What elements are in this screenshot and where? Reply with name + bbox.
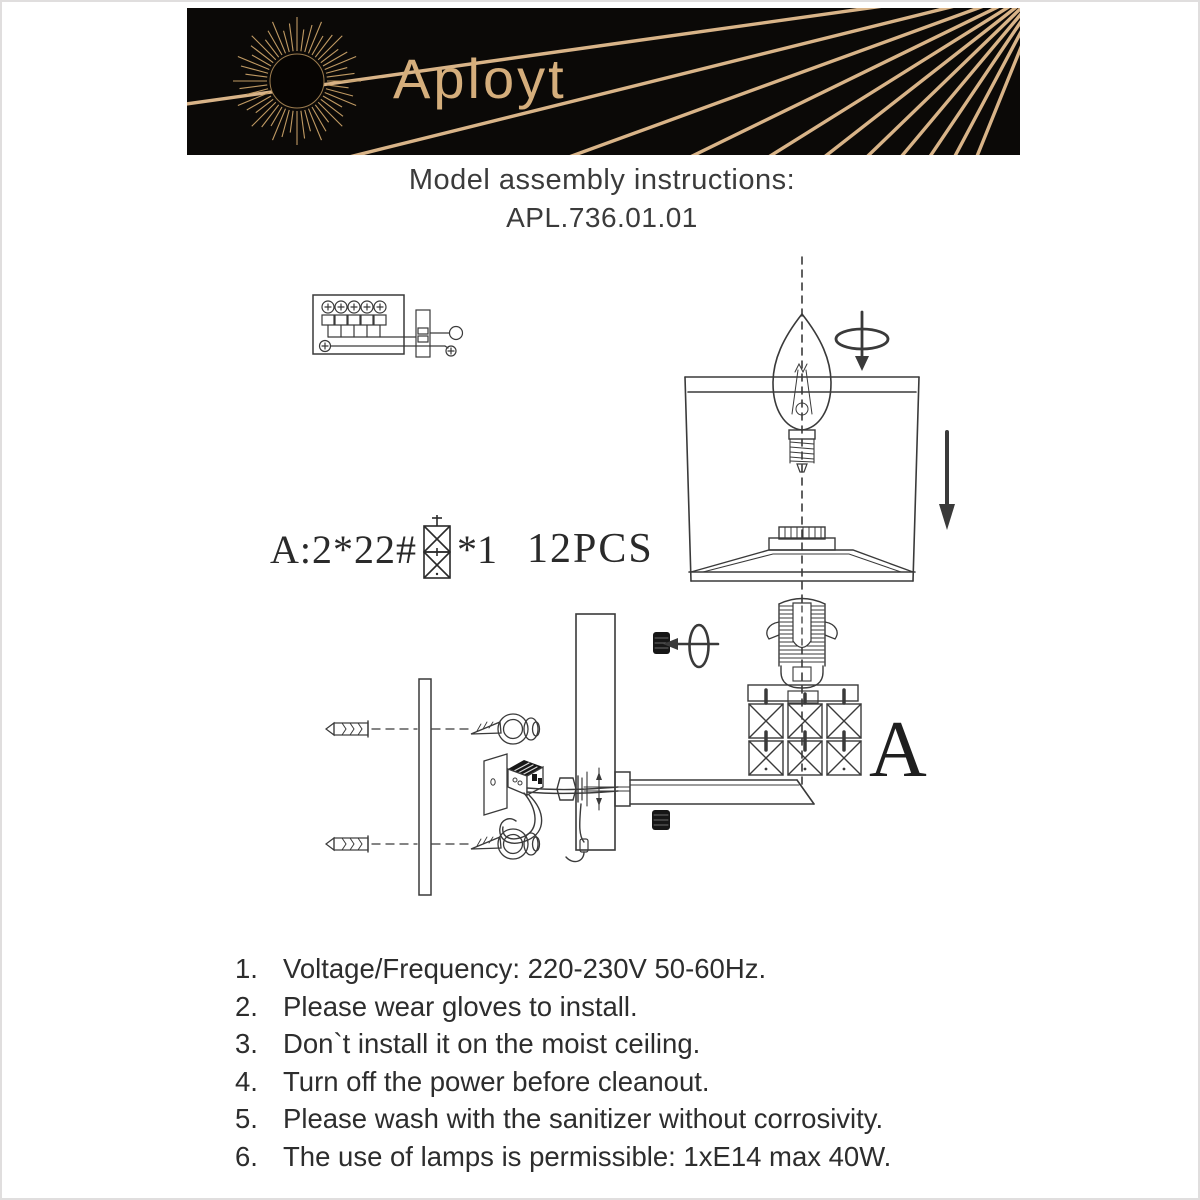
crystal-qty: *1 bbox=[457, 526, 497, 572]
item-number: 1. bbox=[235, 953, 258, 984]
item-number: 6. bbox=[235, 1140, 258, 1172]
item-number: 3. bbox=[235, 1028, 258, 1059]
slide-down-arrow-icon bbox=[939, 432, 955, 530]
instruction-item bbox=[235, 1025, 891, 1063]
crystal-block-assembly bbox=[748, 685, 861, 775]
item-number: 2. bbox=[235, 990, 258, 1022]
thumb-knob-icon bbox=[652, 810, 670, 830]
wall-anchor-icon bbox=[326, 721, 368, 737]
title-block bbox=[2, 164, 1200, 234]
parts-note bbox=[270, 514, 654, 584]
item-text: The use of lamps is permissible: 1xE14 max 40W. bbox=[283, 1140, 892, 1172]
assembly-step-label: A bbox=[869, 706, 927, 794]
brand-banner bbox=[187, 8, 1020, 155]
item-text: Voltage/Frequency: 220-230V 50-60Hz. bbox=[283, 953, 767, 984]
sunburst-logo-icon bbox=[232, 16, 362, 146]
wall-anchor-icon bbox=[326, 836, 368, 852]
model-number: APL.736.01.01 bbox=[506, 202, 698, 233]
mounting-screw-icon bbox=[471, 714, 540, 744]
wall-plate bbox=[419, 679, 431, 895]
item-number: 5. bbox=[235, 1103, 258, 1134]
item-text: Please wear gloves to install. bbox=[283, 990, 638, 1022]
rotate-bulb-arrow-icon bbox=[836, 312, 888, 371]
pieces-count: 12PCS bbox=[527, 526, 654, 572]
brand-name: Aployt bbox=[393, 47, 567, 110]
crystal-pendant-icon bbox=[421, 514, 453, 584]
instruction-item bbox=[235, 988, 891, 1026]
instruction-item bbox=[235, 1063, 891, 1101]
instruction-list bbox=[235, 950, 891, 1175]
instruction-item bbox=[235, 1100, 891, 1138]
rotate-knob-arrow-icon bbox=[663, 625, 718, 667]
item-text: Turn off the power before cleanout. bbox=[283, 1065, 710, 1097]
instruction-item bbox=[235, 950, 891, 988]
wiring-terminal-strip bbox=[313, 295, 463, 357]
instruction-item bbox=[235, 1138, 891, 1176]
page-title: Model assembly instructions: bbox=[408, 164, 796, 196]
item-text: Don`t install it on the moist ceiling. bbox=[283, 1028, 701, 1059]
item-text: Please wash with the sanitizer without corrosivity. bbox=[283, 1103, 884, 1134]
item-number: 4. bbox=[235, 1065, 258, 1097]
screw-pack-code: A:2*22# bbox=[270, 526, 417, 572]
